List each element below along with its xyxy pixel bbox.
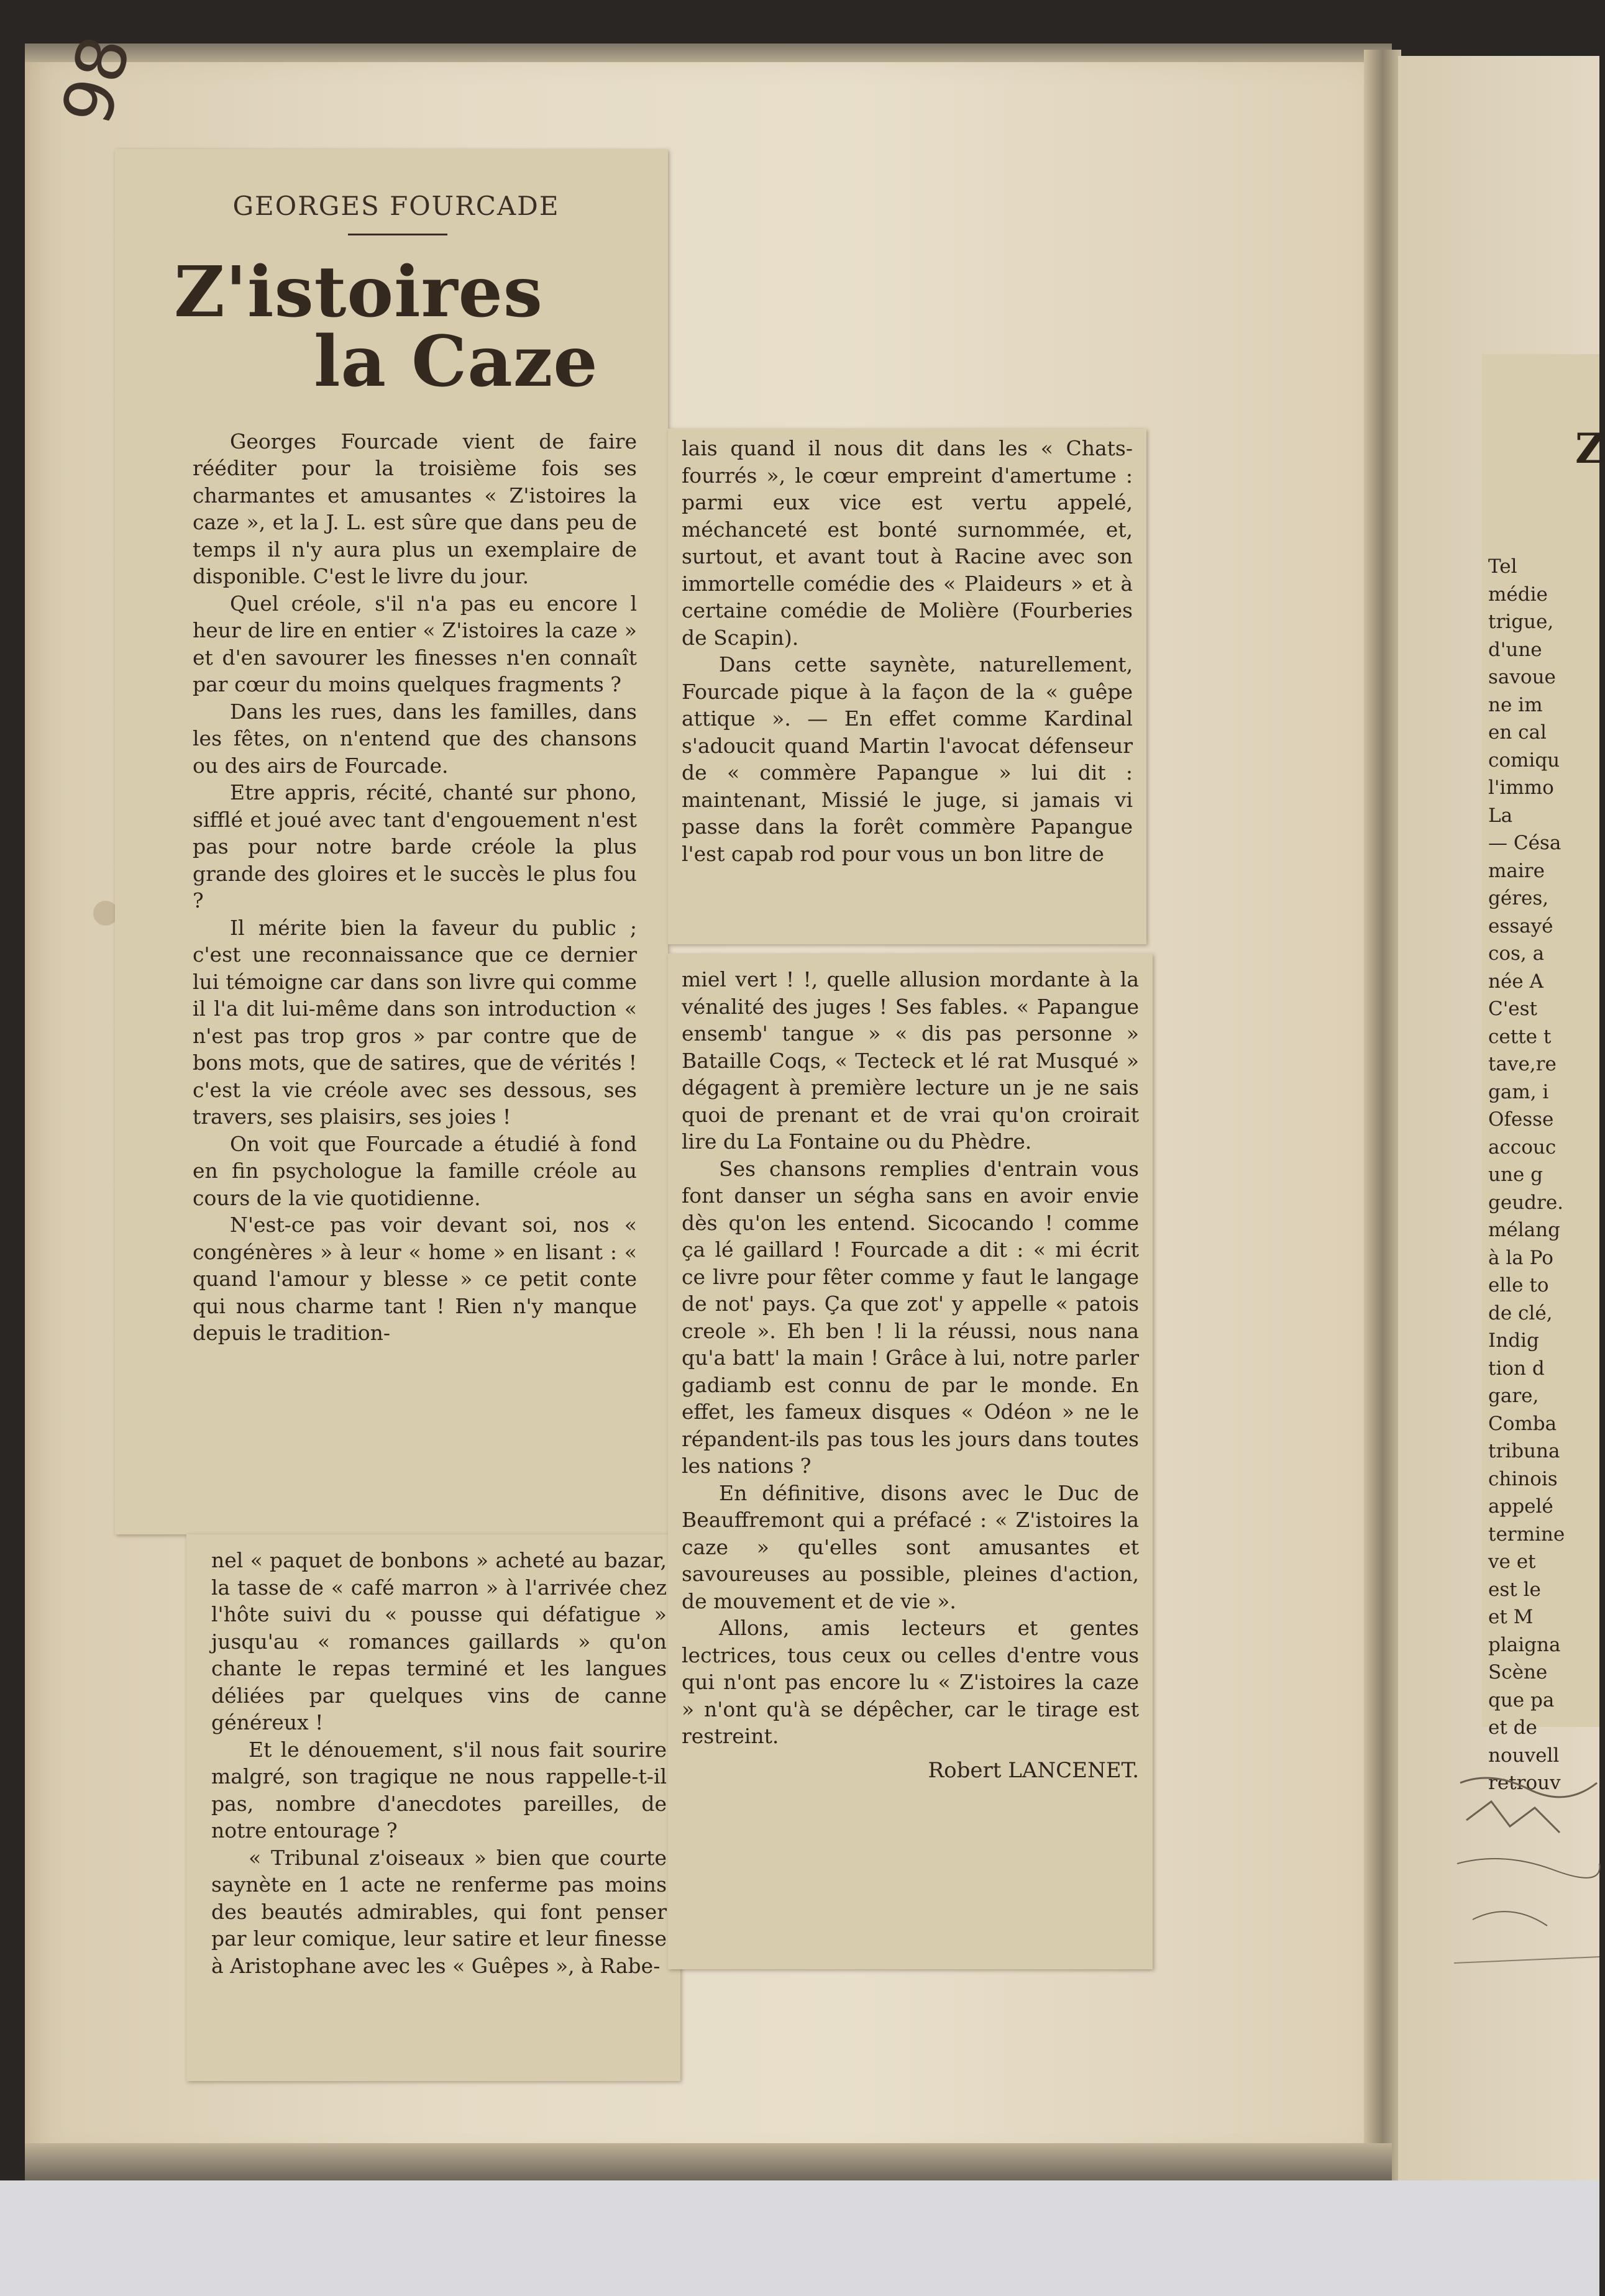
facing-clipping-line: essayé xyxy=(1488,914,1553,937)
facing-clipping-line: une g xyxy=(1488,1164,1543,1186)
book-gutter xyxy=(1364,50,1401,2180)
facing-clipping-line: gam, i xyxy=(1488,1080,1549,1103)
paragraph: Dans cette saynète, naturellement, Fourcade pique à la façon de la « guêpe attique ». — En effet comme Kardinal s'adoucit quand Martin l'avocat défenseur de « commère Papangue » lui dit : maintenant, Missié le juge, si jamais vi passe dans la forêt commère Papangue l'est capab rod pour vous un bon litre de xyxy=(682,652,1133,866)
facing-clipping-line: maire xyxy=(1488,859,1545,882)
facing-clipping-line: médie xyxy=(1488,583,1548,606)
facing-clipping-line: Tel xyxy=(1488,555,1517,578)
facing-clipping-line: C'est xyxy=(1488,998,1537,1020)
facing-clipping-line: l'immo xyxy=(1488,777,1554,799)
facing-clipping-line: accouc xyxy=(1488,1136,1557,1159)
paragraph: « Tribunal z'oiseaux » bien que courte saynète en 1 acte ne renferme pas moins des beautés admirables, qui font penser par leur comique, leur satire et leur finesse à Aristophane avec les « Guêpes », à Rabe- xyxy=(211,1845,667,1978)
header-rule xyxy=(348,234,447,235)
article-title-line1: Z'istoires xyxy=(174,251,543,333)
paragraph: Etre appris, récité, chanté sur phono, sifflé et joué avec tant d'engouement n'est pas pour notre barde créole la plus grande des gloires et le succès le plus fou ? xyxy=(193,780,637,913)
paragraph: lais quand il nous dit dans les « Chats-fourrés », le cœur empreint d'amertume : parmi eux vice est vertu appelé, méchanceté est bonté surnommée, et, surtout, et avant tout à Racine avec son immortelle comédie des « Plaideurs » et à certaine comédie de Molière (Fourberies de Scapin). xyxy=(682,436,1133,650)
facing-clipping-line: gare, xyxy=(1488,1385,1539,1407)
scan-background xyxy=(0,2180,1599,2296)
paragraph: Et le dénouement, s'il nous fait sourire malgré, son tragique ne nous rappelle-t-il pas, nombre d'anecdotes pareilles, de notre entourage ? xyxy=(211,1737,667,1843)
facing-clipping-line: de clé, xyxy=(1488,1301,1553,1324)
facing-clipping-line: tave,re xyxy=(1488,1053,1557,1075)
facing-clipping-line: géres, xyxy=(1488,887,1549,909)
facing-clipping-line: savoue xyxy=(1488,666,1556,688)
facing-clipping-line: mélang xyxy=(1488,1219,1560,1241)
facing-clipping-line: La xyxy=(1488,804,1513,827)
facing-clipping-title: Z xyxy=(1575,424,1605,473)
facing-clipping-line: en cal xyxy=(1488,721,1547,744)
facing-clipping-line: tribuna xyxy=(1488,1440,1560,1462)
paragraph: Il mérite bien la faveur du public ; c'est une reconnaissance que ce dernier lui témoigne car dans son livre qui comme il l'a dit lui-même dans son introduction « n'est pas trop gros » par contre que de bons mots, que de satires, que de vérités ! c'est la vie créole avec ses dessous, ses travers, ses plaisirs, ses joies ! xyxy=(193,915,637,1129)
facing-clipping-line: termine xyxy=(1488,1523,1565,1546)
page-top-edge xyxy=(25,43,1392,62)
article-signature: Robert LANCENET. xyxy=(928,1757,1139,1783)
paragraph: miel vert ! !, quelle allusion mordante à la vénalité des juges ! Ses fables. « Papangue ensemb' tangue » « dis pas personne » Bataille Coqs, « Tecteck et lé rat Musqué » dégagent à première lecture un je ne sais quoi de prenant et de vrai qu'on croirait lire du La Fontaine ou du Phèdre. xyxy=(682,967,1139,1154)
facing-clipping-line: que pa xyxy=(1488,1688,1555,1711)
facing-clipping-line: cette t xyxy=(1488,1025,1552,1048)
facing-clipping-line: trigue, xyxy=(1488,611,1554,633)
facing-clipping-line: Ofesse xyxy=(1488,1108,1554,1131)
facing-clipping-line: retrouv xyxy=(1488,1772,1561,1794)
facing-clipping-line: née A xyxy=(1488,970,1543,993)
facing-clipping-line: cos, a xyxy=(1488,942,1545,965)
facing-clipping-line: comiqu xyxy=(1488,749,1560,772)
stain xyxy=(93,901,118,926)
facing-page-clipping xyxy=(1482,354,1605,1794)
paragraph: N'est-ce pas voir devant soi, nos « congénères » à leur « home » en lisant : « quand l'amour y blesse » ce petit conte qui nous charme tant ! Rien n'y manque depuis le tradition- xyxy=(193,1213,637,1345)
facing-clipping-line: plaigna xyxy=(1488,1633,1561,1656)
facing-clipping-line: Indig xyxy=(1488,1329,1539,1352)
facing-clipping-line: tion d xyxy=(1488,1357,1545,1380)
facing-clipping-line: ne im xyxy=(1488,693,1543,716)
page-bottom-edge xyxy=(25,2143,1392,2180)
page-number: 98 xyxy=(47,27,146,133)
facing-clipping-line: est le xyxy=(1488,1578,1541,1601)
article-clipping-col1b xyxy=(186,1534,680,2081)
facing-clipping-line: Comba xyxy=(1488,1412,1557,1435)
paragraph: Ses chansons remplies d'entrain vous font danser un ségha sans en avoir envie dès qu'on les entend. Sicocando ! comme ça lé gaillard ! Fourcade a dit : « mi écrit ce livre pour fêter comme y faut le langage de not' pays. Ça que zot' y appelle « patois creole ». Eh ben ! li la réussi, nous nana qu'a batt' la main ! Grâce à lui, notre parler gadiamb est connu de par le monde. En effet, les fameux disques « Odéon » ne le répandent-ils pas tous les jours dans toutes les nations ? xyxy=(682,1156,1139,1478)
facing-clipping-line: chinois xyxy=(1488,1467,1558,1490)
paragraph: Quel créole, s'il n'a pas eu encore l heur de lire en entier « Z'istoires la caze » et d'en savourer les finesses n'en connaît par cœur du moins quelques fragments ? xyxy=(193,591,637,696)
article-title-line2: la Caze xyxy=(314,321,598,403)
paragraph: Dans les rues, dans les familles, dans les fêtes, on n'entend que des chansons ou des airs de Fourcade. xyxy=(193,699,637,778)
facing-clipping-line: et de xyxy=(1488,1716,1537,1739)
facing-clipping-line: à la Po xyxy=(1488,1246,1553,1269)
facing-clipping-line: et M xyxy=(1488,1606,1534,1628)
paragraph: Georges Fourcade vient de faire rééditer pour la troisième fois ses charmantes et amusantes « Z'istoires la caze », et la J. L. est sûre que dans peu de temps il n'y aura plus un exemplaire de disponible. C'est le livre du jour. xyxy=(193,429,637,588)
article-clipping-col1 xyxy=(115,149,668,1534)
facing-clipping-text xyxy=(1488,553,1565,1797)
facing-clipping-line: appelé xyxy=(1488,1495,1553,1518)
facing-clipping-line: geudre. xyxy=(1488,1191,1564,1214)
facing-clipping-line: ve et xyxy=(1488,1551,1536,1573)
facing-clipping-line: d'une xyxy=(1488,638,1542,661)
facing-clipping-line: elle to xyxy=(1488,1274,1549,1296)
article-clipping-col2 xyxy=(668,429,1146,944)
facing-clipping-line: — Césa xyxy=(1488,832,1562,854)
sketch-drawing xyxy=(1454,1758,1599,2019)
article-clipping-col3 xyxy=(668,954,1153,1969)
paragraph: nel « paquet de bonbons » acheté au bazar, la tasse de « café marron » à l'arrivée chez l'hôte suivi du « pousse qui défatigue » jusqu'au « romances gaillards » qu'on chante le repas terminé et les langues déliées par quelques vins de canne généreux ! xyxy=(211,1548,667,1734)
article-author-header: GEORGES FOURCADE xyxy=(232,191,560,221)
facing-clipping-line: nouvell xyxy=(1488,1744,1560,1767)
paragraph: En définitive, disons avec le Duc de Beauffremont qui a préfacé : « Z'istoires la caze » qu'elles sont amusantes et savoureuses au possible, pleines d'action, de mouvement et de vie ». xyxy=(682,1480,1139,1613)
paragraph: Allons, amis lecteurs et gentes lectrices, tous ceux ou celles d'entre vous qui n'ont pas encore lu « Z'istoires la caze » n'ont qu'à se dépêcher, car le tirage est restreint. xyxy=(682,1616,1139,1748)
paragraph: On voit que Fourcade a étudié à fond en fin psychologue la famille créole au cours de la vie quotidienne. xyxy=(193,1131,637,1210)
facing-clipping-line: Scène xyxy=(1488,1661,1548,1683)
